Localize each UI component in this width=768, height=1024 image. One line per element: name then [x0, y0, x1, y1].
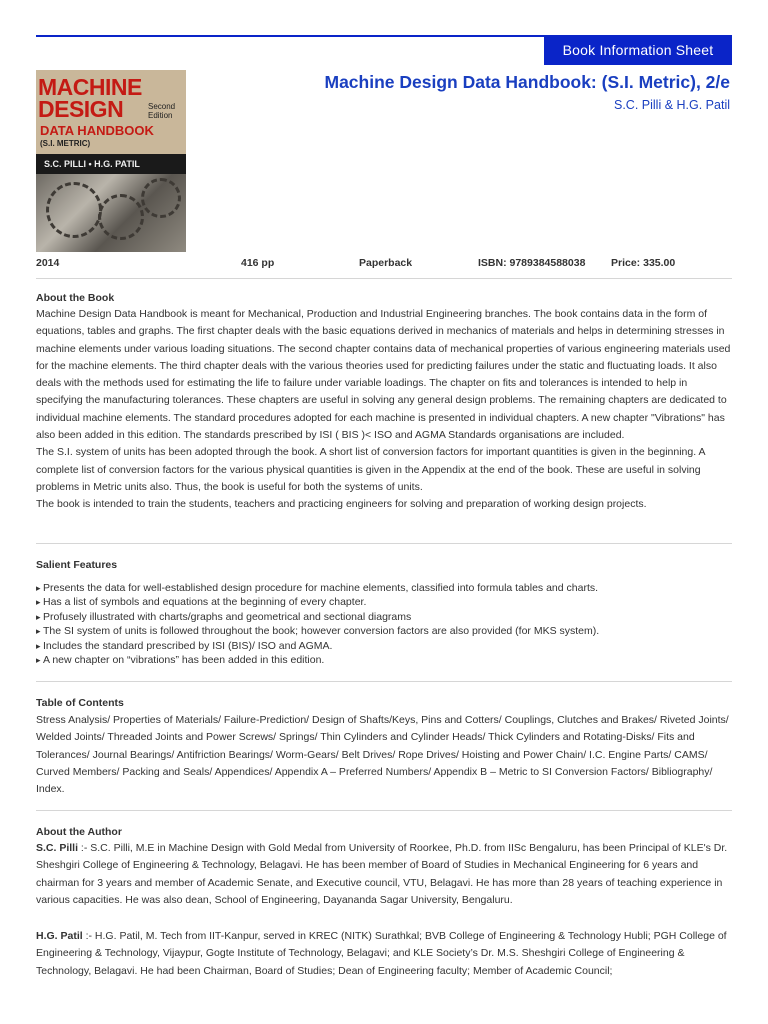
sheet-badge: Book Information Sheet: [544, 35, 732, 65]
cover-edition: Second Edition: [148, 102, 176, 120]
meta-pages: 416 pp: [241, 257, 275, 269]
about-author-heading: About the Author: [36, 826, 122, 838]
about-book-heading: About the Book: [36, 292, 115, 304]
about-book-paragraph: Machine Design Data Handbook is meant for Mechanical, Production and Industrial Engineering branches. The book contains data in the form of equations, tables and graphs. The first chapter deals with the basic equations derived in mechanics of materials and helps in determining stresses in machine elements under various loading situations. The second chapter contains data of mechanical properties of various engineering materials used for the machine elements. The third chapter deals with the various theories used for predicting failures under the static and fluctuating loads. It also deals with the methods used for estimating the life to failure under variable loadings. The chapter on fits and tolerances is intended to help in specifying the manufacturing tolerances. These chapters are useful in solving any general design problems. The remaining chapters are dedicated to individual machine elements. The standard procedures adopted for each machine is presented in individual chapters. A new chapter "Vibrations" has also been added in this edition. The standards prescribed by ISI ( BIS )< ISO and AGMA Standards organisations are included.: [36, 308, 731, 442]
list-item: ▸ Includes the standard prescribed by ISI (BIS)/ ISO and AGMA.: [36, 639, 732, 653]
cover-title: MACHINE DESIGN: [38, 74, 142, 122]
features-heading: Salient Features: [36, 559, 118, 571]
features-list: [36, 581, 732, 667]
author1-name: S.C. Pilli: [36, 842, 79, 854]
author1-text: :- S.C. Pilli, M.E in Machine Design with Gold Medal from University of Roorkee, Ph.D. from IISc Bengaluru, has been Principal of KLE's Dr. Sheshgiri College of Engineering & Technology, Belagavi. He has been member of Board of Studies in Mechanical Engineering for 6 years and chairman for 3 years and member of Academic Senate, and Executive council, VTU, Belagavi. He has more than 28 years of teaching experience in various capacities. He was also dean, School of Engineering, Dayananda Sagar University, Bengaluru.: [36, 842, 728, 906]
book-title: Machine Design Data Handbook: (S.I. Metric), 2/e: [324, 72, 730, 92]
author2-text: :- H.G. Patil, M. Tech from IIT-Kanpur, served in KREC (NITK) Surathkal; BVB College of Engineering & Technology Hubli; PGH College of Engineering & Technology, Vijaypur, Gogte Institute of Technology, Belagavi; and KLE Society’s Dr. M.S. Sheshgiri College of Engineering & Technology, Belagavi. He had been Chairman, Board of Studies; Dean of Engineering faculty; Member of Academic Council;: [36, 930, 727, 977]
author1-bio: [36, 840, 732, 909]
list-item: ▸ Profusely illustrated with charts/graphs and geometrical and sectional diagrams: [36, 610, 732, 624]
divider: [36, 681, 732, 682]
meta-year: 2014: [36, 257, 60, 269]
list-item: ▸ Presents the data for well-established design procedure for machine elements, classified into formula tables and charts.: [36, 581, 732, 595]
meta-isbn: ISBN: 9789384588038: [478, 257, 586, 269]
list-item: ▸ Has a list of symbols and equations at the beginning of every chapter.: [36, 595, 732, 609]
about-book-paragraph: The S.I. system of units has been adopted through the book. A short list of conversion factors for important quantities is given in the beginning. A complete list of conversion factors for the various physical quantities is given in the Appendix at the end of the book. These are useful in solving problems in Metric units also. Thus, the book is useful for both the systems of units.: [36, 446, 705, 493]
author2-bio: [36, 928, 732, 980]
about-book-text: [36, 306, 732, 514]
toc-heading: Table of Contents: [36, 697, 124, 709]
meta-binding: Paperback: [359, 257, 413, 269]
book-authors: S.C. Pilli & H.G. Patil: [614, 98, 730, 112]
cover-subtitle-metric: (S.I. METRIC): [40, 139, 91, 148]
about-book-paragraph: The book is intended to train the students, teachers and practicing engineers for solving and preparation of working design projects.: [36, 498, 647, 511]
meta-price: Price: 335.00: [611, 257, 676, 269]
cover-subtitle: DATA HANDBOOK: [40, 123, 154, 138]
divider: [36, 810, 732, 811]
gear-icon: [141, 178, 181, 218]
book-cover-image: [36, 70, 186, 252]
gear-icon: [46, 182, 102, 238]
toc-text: Stress Analysis/ Properties of Materials/ Failure-Prediction/ Design of Shafts/Keys, Pins and Cotters/ Couplings, Clutches and Brakes/ Riveted Joints/ Welded Joints/ Threaded Joints and Power Screws/ Springs/ Thin Cylinders and Cylinder Heads/ Thick Cylinders and Rotating-Disks/ Fits and Tolerances/ Journal Bearings/ Antifriction Bearings/ Worm-Gears/ Belt Drives/ Rope Drives/ Hoisting and Power Chain/ I.C. Engine Parts/ CAMS/ Curved Members/ Packing and Seals/ Appendices/ Appendix A – Preferred Numbers/ Appendix B – Metric to SI Conversion Factors/ Bibliography/ Index.: [36, 714, 729, 796]
gear-icon: [98, 194, 144, 240]
author2-name: H.G. Patil: [36, 930, 83, 942]
divider: [36, 543, 732, 544]
list-item: ▸ The SI system of units is followed throughout the book; however conversion factors are also provided (for MKS system).: [36, 624, 732, 638]
cover-gear-illustration: [36, 174, 186, 252]
cover-authors: S.C. PILLI • H.G. PATIL: [36, 154, 186, 174]
list-item: ▸ A new chapter on “vibrations” has been added in this edition.: [36, 653, 732, 667]
divider: [36, 278, 732, 279]
